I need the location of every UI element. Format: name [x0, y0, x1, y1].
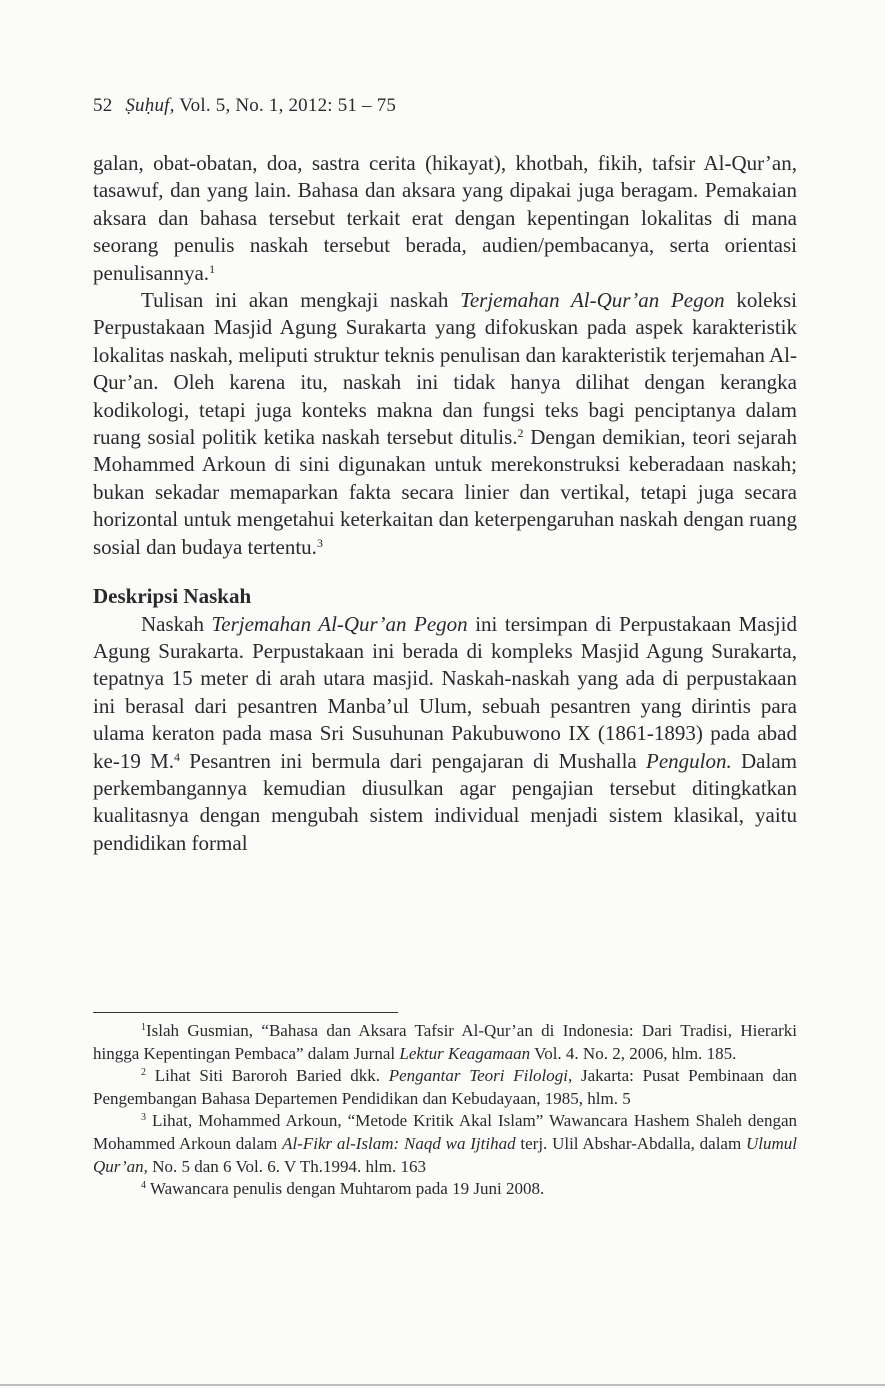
- section-heading: Deskripsi Naskah: [93, 584, 252, 609]
- footnote-1-text-a: Islah Gusmian, “Bahasa dan Aksara Tafsir Al-Qur’an di Indonesia: Dari Tradisi, Hierarki hingga Kepentingan Pembaca” dalam Jurnal: [93, 1021, 797, 1063]
- footnote-ref-2: 2: [517, 426, 524, 441]
- page-number: 52: [93, 95, 113, 116]
- footnote-ref-4: 4: [174, 749, 181, 764]
- paragraph-2-text-c: Dengan demikian, teori sejarah Mohammed Arkoun di sini digunakan untuk merekonstruksi keberadaan naskah; bukan sekadar memaparkan fakta secara linier dan vertikal, tetapi juga secara horizontal untuk mengetahui keterkaitan dan keterpengaruhan naskah dengan ruang sosial dan budaya tertentu.: [93, 425, 797, 559]
- paragraph-3: [93, 611, 797, 858]
- footnote-2-text-b: Jakarta: Pusat Pembinaan dan Pengembangan Bahasa Departemen Pendidikan dan Kebudayaan, 1985, hlm. 5: [93, 1066, 797, 1108]
- footnotes: [93, 1020, 797, 1201]
- footnote-3-mark: 3: [141, 1112, 146, 1124]
- footnote-separator: [93, 1012, 398, 1013]
- paragraph-1: [93, 150, 797, 287]
- paragraph-2: [93, 287, 797, 561]
- paragraph-1-text: galan, obat-obatan, doa, sastra cerita (hikayat), khotbah, fikih, tafsir Al-Qur’an, tasawuf, dan yang lain. Bahasa dan aksara yang dipakai juga beragam. Pemakaian aksara dan bahasa tersebut terkait erat dengan kepentingan lokalitas di mana seorang penulis naskah tersebut berada, audien/pembacanya, serta orientasi penulisannya.: [93, 151, 797, 285]
- main-text: [93, 150, 797, 857]
- footnote-3-text-b: terj. Ulil Abshar-Abdalla, dalam: [515, 1133, 746, 1153]
- paragraph-3-text-c: Pesantren ini bermula dari pengajaran di Mushalla: [180, 748, 647, 773]
- running-header: [93, 95, 396, 117]
- page-bottom-edge: [0, 1384, 885, 1386]
- manuscript-title-2: Terjemahan Al-Qur’an Pegon: [211, 611, 468, 636]
- footnote-2-italic: Pengantar Teori Filologi,: [388, 1066, 573, 1086]
- footnote-4-mark: 4: [141, 1180, 146, 1192]
- footnote-3-italic-2: Ulumul Qur’an,: [93, 1133, 797, 1176]
- pengulon-term: Pengulon.: [646, 748, 732, 773]
- paragraph-2-text-b: koleksi Perpustakaan Masjid Agung Surakarta yang difokuskan pada aspek karakteristik lokalitas naskah, meliputi struktur teknis penulisan dan karakteristik terjemahan Al-Qur’an. Oleh karena itu, naskah ini tidak hanya dilihat dengan kerangka kodikologi, tetapi juga konteks makna dan fungsi teks bagi penciptanya dalam ruang sosial politik ketika naskah tersebut ditulis.: [93, 288, 797, 450]
- paragraph-2-text-a: Tulisan ini akan mengkaji naskah: [141, 288, 461, 313]
- journal-citation: Vol. 5, No. 1, 2012: 51 – 75: [179, 95, 397, 116]
- footnote-3-text-a: Lihat, Mohammed Arkoun, “Metode Kritik Akal Islam” Wawancara Hashem Shaleh dengan Mohammed Arkoun dalam: [93, 1111, 797, 1153]
- footnote-2-text-a: Lihat Siti Baroroh Baried dkk.: [146, 1066, 389, 1086]
- footnote-3-text-c: No. 5 dan 6 Vol. 6. V Th.1994. hlm. 163: [147, 1156, 426, 1176]
- manuscript-title: Terjemahan Al-Qur’an Pegon: [460, 288, 725, 313]
- footnote-4-text-a: Wawancara penulis dengan Muhtarom pada 19 Juni 2008.: [146, 1179, 545, 1199]
- footnote-1-text-b: Vol. 4. No. 2, 2006, hlm. 185.: [530, 1043, 737, 1063]
- journal-name: Ṣuḥuf,: [125, 95, 175, 116]
- footnote-ref-3: 3: [316, 535, 323, 550]
- footnote-ref-1: 1: [209, 261, 216, 276]
- paragraph-3-text-b: ini tersimpan di Perpustakaan Masjid Agung Surakarta. Perpustakaan ini berada di kompleks Masjid Agung Surakarta, tepatnya 15 meter di arah utara masjid. Naskah-naskah yang ada di perpustakaan ini berasal dari pesantren Manba’ul Ulum, sebuah pesantren yang dirintis para ulama keraton pada masa Sri Susuhunan Pakubuwono IX (1861-1893) pada abad ke-19 M.: [93, 611, 797, 773]
- footnote-3: [93, 1110, 797, 1178]
- footnote-2: [93, 1065, 797, 1110]
- footnote-2-mark: 2: [141, 1067, 146, 1079]
- footnote-1: [93, 1020, 797, 1065]
- paragraph-3-text-a: Naskah: [141, 611, 212, 636]
- footnote-3-italic: Al-Fikr al-Islam: Naqd wa Ijtihad: [282, 1133, 516, 1153]
- footnote-1-mark: 1: [141, 1022, 146, 1033]
- footnote-4: [93, 1178, 797, 1201]
- footnote-1-italic: Lektur Keagamaan: [399, 1043, 531, 1063]
- paragraph-3-text-d: Dalam perkembangannya kemudian diusulkan agar pengajian tersebut ditingkatkan kualitasnya dengan mengubah sistem individual menjadi sistem klasikal, yaitu pendidikan formal: [93, 748, 797, 855]
